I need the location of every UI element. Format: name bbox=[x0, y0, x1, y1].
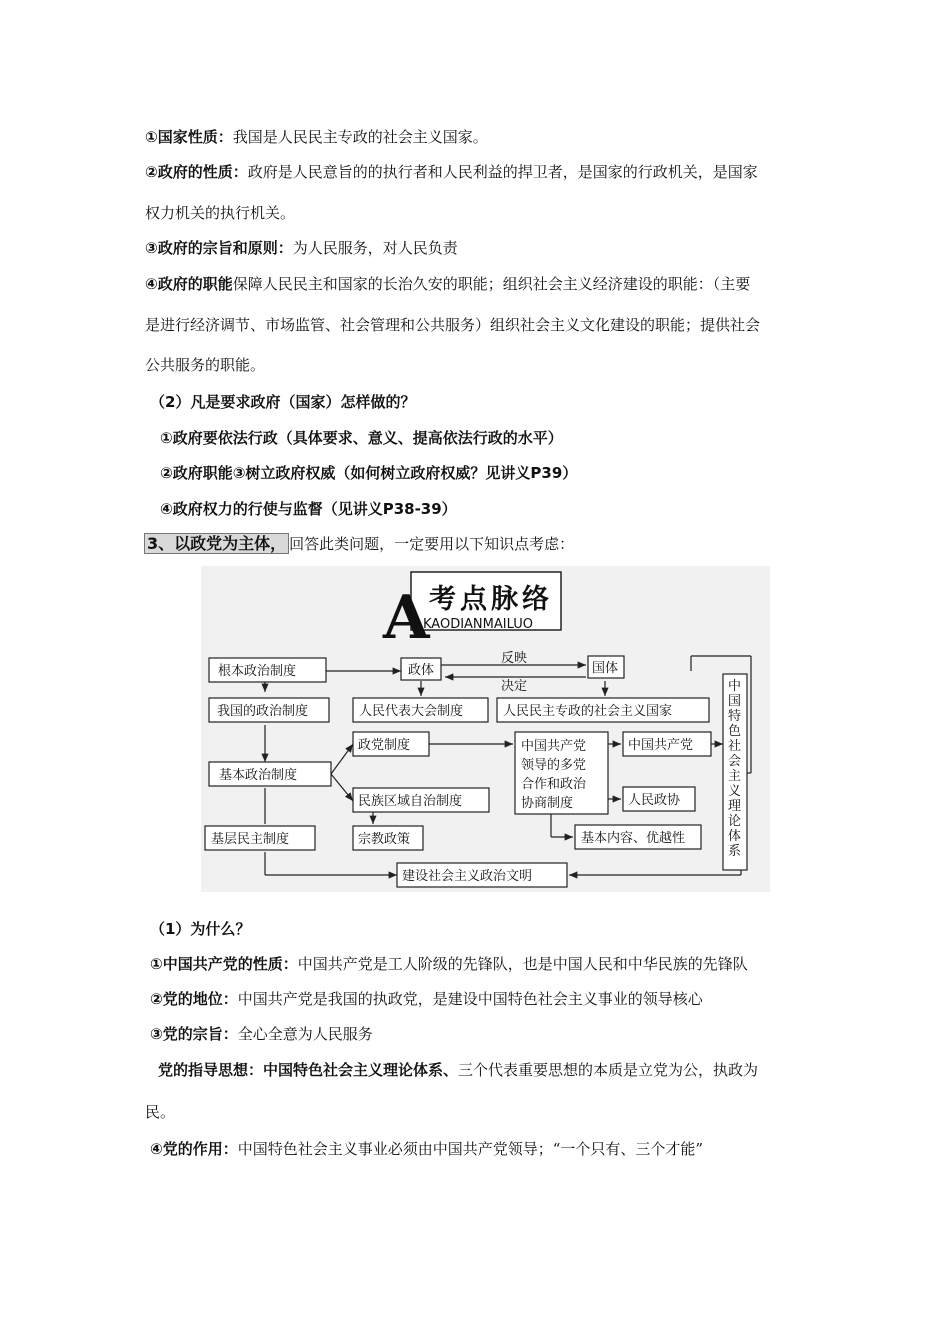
item-title: ④党的作用： bbox=[150, 1140, 238, 1158]
gov-nature-cont bbox=[145, 203, 295, 223]
q2-item: ④政府权力的行使与监督（见讲义P38-39） bbox=[160, 500, 457, 518]
party-guiding-thought-line bbox=[158, 1060, 758, 1080]
label-coop-line: 协商制度 bbox=[521, 796, 574, 811]
label-build-civilization: 建设社会主义政治文明 bbox=[402, 869, 533, 884]
party-purpose-line bbox=[150, 1024, 373, 1044]
theory-char: 国 bbox=[728, 694, 742, 709]
label-theory-system bbox=[728, 678, 741, 859]
label-cppcc: 人民政协 bbox=[628, 793, 681, 808]
item-text-cont: 公共服务的职能。 bbox=[145, 356, 266, 374]
item-text-cont: 是进行经济调节、市场监管、社会管理和公共服务）组织社会主义文化建设的职能；提供社会 bbox=[145, 316, 761, 334]
label-grassroots: 基层民主制度 bbox=[211, 832, 290, 847]
item-title: ①国家性质： bbox=[145, 128, 233, 146]
label-zhengti: 政体 bbox=[408, 663, 435, 678]
item-text: 保障人民民主和国家的长治久安的职能；组织社会主义经济建设的职能：（主要 bbox=[232, 275, 751, 293]
label-basic-system: 基本政治制度 bbox=[219, 768, 298, 783]
logo-subtitle: KAODIANMAILUO bbox=[423, 617, 533, 632]
theory-char: 体 bbox=[728, 829, 742, 844]
item-text: 我国是人民民主专政的社会主义国家。 bbox=[232, 128, 488, 146]
item-text: 政府是人民意旨的的执行者和人民利益的捍卫者，是国家的行政机关，是国家 bbox=[247, 163, 758, 181]
label-our-system: 我国的政治制度 bbox=[217, 704, 309, 719]
label-content: 基本内容、优越性 bbox=[581, 831, 686, 846]
item-text-cont: 民。 bbox=[145, 1103, 176, 1121]
item-text: 三个代表重要思想的本质是立党为公，执政为 bbox=[458, 1061, 759, 1079]
theory-char: 色 bbox=[728, 724, 742, 739]
label-coop-line: 中国共产党 bbox=[521, 739, 587, 754]
item-title: ②党的地位： bbox=[150, 990, 238, 1008]
item-title: ③党的宗旨： bbox=[150, 1025, 238, 1043]
knowledge-diagram bbox=[201, 566, 770, 892]
gov-purpose-line bbox=[145, 238, 458, 258]
theory-char: 主 bbox=[728, 769, 742, 784]
logo-letter: A bbox=[383, 583, 430, 653]
gov-function-line bbox=[145, 274, 750, 294]
label-root-system: 根本政治制度 bbox=[218, 664, 297, 679]
theory-char: 社 bbox=[728, 739, 742, 754]
label-coop-line: 领导的多党 bbox=[521, 758, 587, 773]
theory-char: 论 bbox=[728, 814, 742, 829]
item-text: 中国共产党是我国的执政党，是建设中国特色社会主义事业的领导核心 bbox=[237, 990, 703, 1008]
party-guiding-thought-cont bbox=[145, 1102, 175, 1122]
gov-nature-line bbox=[145, 162, 758, 182]
q1-heading: （1）为什么？ bbox=[150, 920, 251, 938]
section3-rest: 回答此类问题，一定要用以下知识点考虑： bbox=[289, 535, 575, 553]
item-title: ①中国共产党的性质： bbox=[150, 955, 298, 973]
item-title: ②政府的性质： bbox=[145, 163, 248, 181]
item-title: ④政府的职能 bbox=[145, 275, 233, 293]
party-status-line bbox=[150, 989, 703, 1009]
label-religion: 宗教政策 bbox=[358, 832, 411, 847]
label-npc: 人民代表大会制度 bbox=[359, 704, 464, 719]
theory-char: 特 bbox=[728, 709, 742, 724]
item-title: 党的指导思想：中国特色社会主义理论体系、 bbox=[158, 1061, 459, 1079]
theory-char: 义 bbox=[728, 784, 742, 799]
label-cpc: 中国共产党 bbox=[628, 738, 694, 753]
item-text: 中国共产党是工人阶级的先锋队，也是中国人民和中华民族的先锋队 bbox=[297, 955, 748, 973]
q2-item: ②政府职能③树立政府权威（如何树立政府权威？见讲义P39） bbox=[160, 464, 578, 482]
party-role-line bbox=[150, 1139, 703, 1159]
label-reflect: 反映 bbox=[501, 651, 528, 666]
label-party-system: 政党制度 bbox=[358, 738, 411, 753]
q2-heading: （2）凡是要求政府（国家）怎样做的？ bbox=[150, 393, 416, 411]
label-decide: 决定 bbox=[501, 679, 528, 694]
gov-function-cont bbox=[145, 315, 760, 335]
state-nature-line bbox=[145, 127, 488, 147]
party-nature-line bbox=[150, 954, 748, 974]
label-coop-line: 合作和政治 bbox=[521, 777, 587, 792]
gov-function-cont2 bbox=[145, 355, 265, 375]
q2-item: ①政府要依法行政（具体要求、意义、提高依法行政的水平） bbox=[160, 429, 563, 447]
section3-heading bbox=[144, 534, 574, 554]
logo-title: 考点脉络 bbox=[429, 584, 553, 615]
item-text: 全心全意为人民服务 bbox=[237, 1025, 373, 1043]
item-title: ③政府的宗旨和原则： bbox=[145, 239, 293, 257]
diagram-svg bbox=[201, 566, 770, 892]
theory-char: 中 bbox=[728, 679, 742, 694]
theory-char: 系 bbox=[728, 844, 742, 859]
label-guoti: 国体 bbox=[592, 661, 619, 676]
section3-highlight: 3、以政党为主体， bbox=[144, 533, 289, 554]
item-text: 为人民服务，对人民负责 bbox=[292, 239, 458, 257]
item-text: 中国特色社会主义事业必须由中国共产党领导；“一个只有、三个才能” bbox=[237, 1140, 704, 1158]
theory-char: 理 bbox=[728, 799, 742, 814]
label-dictatorship: 人民民主专政的社会主义国家 bbox=[503, 704, 673, 719]
label-ethnic-autonomy: 民族区域自治制度 bbox=[358, 794, 463, 809]
theory-char: 会 bbox=[728, 754, 742, 769]
item-text-cont: 权力机关的执行机关。 bbox=[145, 204, 296, 222]
